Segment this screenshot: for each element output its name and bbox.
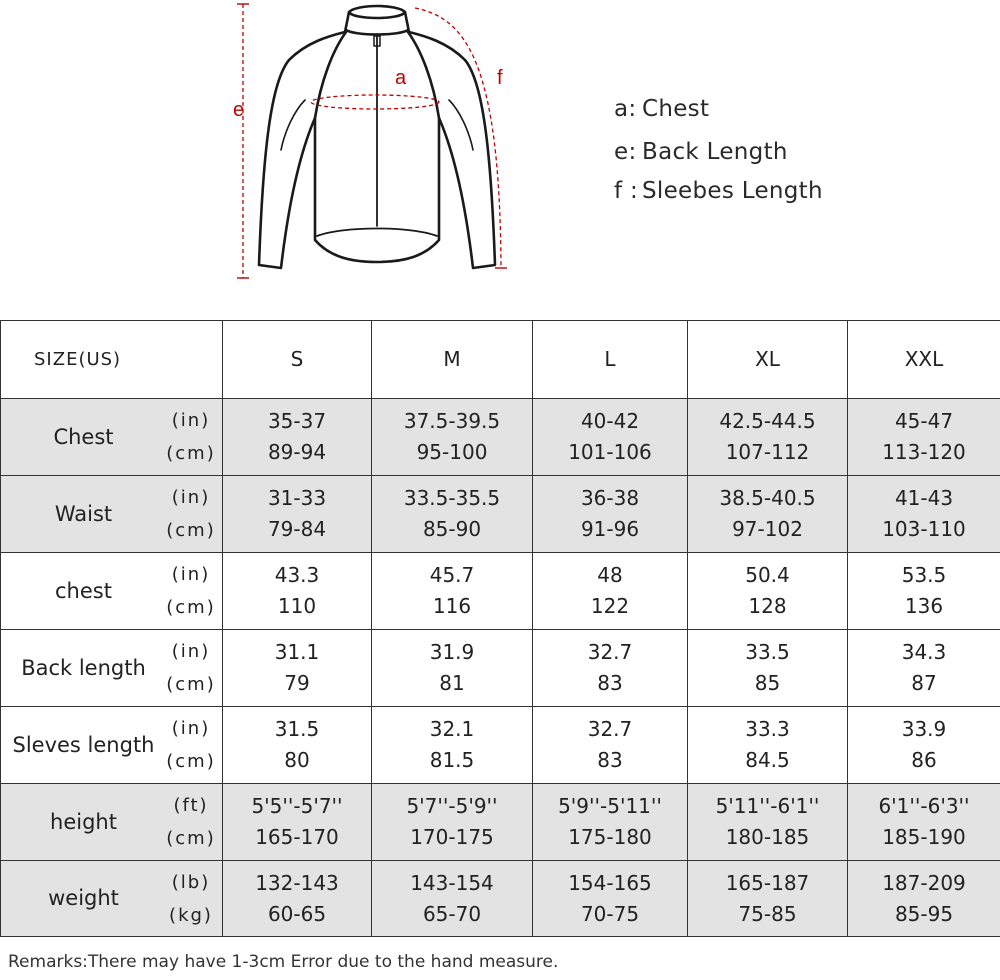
row-label-cell: [1, 476, 223, 553]
value-primary: 32.7: [587, 717, 633, 741]
unit-label: (in): [171, 487, 211, 508]
legend-text: Back Length: [642, 139, 788, 165]
row-label: weight: [48, 886, 119, 910]
value-cell: [848, 784, 1000, 861]
value-secondary: 107-112: [725, 440, 810, 464]
label-f: f: [497, 67, 503, 89]
row-units: [160, 404, 222, 470]
value-primary: 5'9''-5'11'': [558, 794, 662, 818]
table-header-row: [1, 321, 1000, 399]
legend-item-chest: [614, 96, 709, 122]
size-header-xl: XL: [688, 321, 848, 399]
value-primary: 31.5: [274, 717, 320, 741]
value-cell: [533, 784, 688, 861]
value-primary: 50.4: [745, 563, 790, 587]
row-label: chest: [55, 578, 112, 603]
value-cell: [372, 784, 533, 861]
size-header-xxl: XXL: [848, 321, 1000, 399]
size-us-header: SIZE(US): [1, 321, 223, 399]
value-cell: [533, 630, 688, 707]
value-secondary: 122: [590, 594, 630, 618]
row-label: Waist: [54, 501, 113, 526]
value-secondary: 84.5: [745, 748, 790, 772]
value-cell: [372, 861, 533, 937]
value-primary: 6'1''-6'3'': [878, 794, 970, 818]
value-secondary: 85: [754, 671, 781, 695]
value-primary: 5'5''-5'7'': [251, 794, 343, 818]
value-cell: [223, 707, 372, 784]
value-primary: 32.1: [429, 717, 475, 741]
value-cell: [533, 476, 688, 553]
row-label: Chest: [53, 424, 114, 449]
row-label: height: [50, 809, 117, 834]
value-primary: 34.3: [901, 640, 947, 664]
value-primary: 31.1: [274, 640, 320, 664]
value-primary: 154-165: [568, 870, 652, 895]
value-cell: [372, 476, 533, 553]
value-secondary: 101-106: [568, 440, 652, 464]
value-secondary: 86: [911, 748, 937, 772]
value-cell: [223, 476, 372, 553]
value-secondary: 87: [911, 671, 937, 695]
value-primary: 143-154: [410, 870, 494, 895]
value-primary: 36-38: [580, 486, 640, 510]
value-primary: 33.5: [745, 640, 790, 664]
value-secondary: 60-65: [267, 901, 327, 926]
value-secondary: 136: [904, 594, 944, 618]
legend-item-sleeve-length: [614, 178, 823, 204]
legend-text: Sleebes Length: [642, 178, 823, 204]
value-cell: [533, 707, 688, 784]
value-cell: [848, 630, 1000, 707]
chest-guide: [311, 95, 439, 109]
size-header-s: S: [223, 321, 372, 399]
value-primary: 5'7''-5'9'': [406, 794, 498, 818]
value-primary: 32.7: [587, 640, 633, 664]
value-cell: [848, 553, 1000, 630]
value-secondary: 97-102: [732, 517, 803, 541]
value-secondary: 70-75: [580, 901, 640, 926]
value-cell: [372, 399, 533, 476]
value-primary: 5'11''-6'1'': [715, 794, 820, 818]
value-secondary: 116: [432, 594, 472, 618]
label-e: e: [233, 99, 245, 121]
value-primary: 165-187: [725, 870, 810, 895]
value-cell: [688, 399, 848, 476]
value-cell: [688, 861, 848, 937]
jersey-diagram: [225, 0, 525, 285]
unit-label: (cm): [166, 443, 216, 464]
value-cell: [372, 553, 533, 630]
value-primary: 31-33: [267, 486, 327, 510]
row-label-cell: [1, 784, 223, 861]
value-primary: 37.5-39.5: [403, 409, 501, 433]
table-row: [1, 476, 1000, 553]
value-primary: 31.9: [429, 640, 475, 664]
value-primary: 41-43: [894, 486, 954, 510]
value-secondary: 79: [284, 671, 310, 695]
table-row: [1, 399, 1000, 476]
size-header-l: L: [533, 321, 688, 399]
value-secondary: 85-95: [894, 901, 954, 926]
row-units: [160, 866, 222, 932]
legend-key: a:: [614, 96, 637, 122]
value-secondary: 95-100: [416, 440, 488, 464]
value-primary: 40-42: [580, 409, 640, 433]
value-cell: [533, 861, 688, 937]
value-cell: [848, 476, 1000, 553]
unit-label: (in): [171, 564, 211, 585]
table-row: [1, 553, 1000, 630]
value-secondary: 65-70: [422, 901, 482, 926]
value-secondary: 80: [284, 748, 310, 772]
value-primary: 48: [597, 563, 623, 587]
value-cell: [533, 399, 688, 476]
value-cell: [848, 399, 1000, 476]
value-secondary: 128: [748, 594, 787, 618]
value-primary: 53.5: [901, 563, 947, 587]
sleeve-length-guide: [415, 8, 501, 268]
value-secondary: 165-170: [255, 825, 339, 849]
value-secondary: 110: [277, 594, 317, 618]
value-cell: [223, 784, 372, 861]
table-row: [1, 861, 1000, 937]
value-secondary: 83: [597, 671, 623, 695]
legend-item-back-length: [614, 139, 788, 165]
value-primary: 33.9: [901, 717, 947, 741]
value-secondary: 85-90: [422, 517, 482, 541]
value-secondary: 81: [439, 671, 465, 695]
row-label-cell: [1, 399, 223, 476]
value-cell: [223, 399, 372, 476]
value-secondary: 185-190: [882, 825, 966, 849]
unit-label: (in): [171, 718, 211, 739]
collar-line: [349, 12, 405, 18]
value-cell: [688, 707, 848, 784]
table-row: [1, 784, 1000, 861]
value-cell: [688, 784, 848, 861]
value-secondary: 170-175: [410, 825, 494, 849]
value-secondary: 180-185: [725, 825, 810, 849]
unit-label: (cm): [166, 751, 216, 772]
hem-line: [317, 229, 437, 237]
value-primary: 42.5-44.5: [719, 409, 816, 433]
row-units: [160, 558, 222, 624]
value-secondary: 103-110: [882, 517, 966, 541]
unit-label: (kg): [169, 904, 213, 926]
row-units: [160, 789, 222, 855]
row-units: [160, 635, 222, 701]
remarks-text: Remarks:There may have 1-3cm Error due to the hand measure.: [8, 952, 559, 972]
label-a: a: [395, 67, 407, 89]
value-primary: 45-47: [894, 409, 954, 433]
size-chart-table: [0, 320, 1000, 937]
value-cell: [533, 553, 688, 630]
value-primary: 38.5-40.5: [719, 486, 816, 510]
legend-key: e:: [614, 139, 637, 165]
legend-key: f :: [614, 178, 639, 204]
value-primary: 45.7: [429, 563, 475, 587]
value-secondary: 89-94: [267, 440, 327, 464]
unit-label: (ft): [173, 795, 209, 816]
value-secondary: 81.5: [429, 748, 475, 772]
table-row: [1, 630, 1000, 707]
row-label-cell: [1, 630, 223, 707]
value-secondary: 175-180: [568, 825, 652, 849]
left-sleeve-seam: [281, 100, 305, 150]
value-primary: 43.3: [274, 563, 320, 587]
right-raglan-seam: [408, 32, 439, 118]
value-secondary: 91-96: [580, 517, 640, 541]
unit-label: (in): [171, 641, 211, 662]
row-label-cell: [1, 707, 223, 784]
value-secondary: 113-120: [882, 440, 966, 464]
value-cell: [223, 553, 372, 630]
right-sleeve-seam: [449, 100, 473, 150]
value-secondary: 83: [597, 748, 623, 772]
value-primary: 33.3: [745, 717, 790, 741]
value-cell: [688, 630, 848, 707]
value-cell: [688, 553, 848, 630]
size-header-m: M: [372, 321, 533, 399]
unit-label: (cm): [166, 597, 216, 618]
row-label-cell: [1, 861, 223, 937]
value-secondary: 75-85: [738, 901, 797, 926]
value-cell: [223, 861, 372, 937]
value-primary: 33.5-35.5: [403, 486, 501, 510]
unit-label: (cm): [166, 674, 216, 695]
value-cell: [223, 630, 372, 707]
unit-label: (cm): [166, 828, 216, 849]
row-label: Sleves length: [12, 732, 155, 757]
value-primary: 132-143: [255, 870, 339, 895]
unit-label: (in): [171, 410, 211, 431]
value-secondary: 79-84: [267, 517, 327, 541]
value-cell: [372, 707, 533, 784]
row-label: Back length: [21, 655, 146, 680]
value-cell: [848, 861, 1000, 937]
value-primary: 35-37: [267, 409, 327, 433]
row-units: [160, 712, 222, 778]
unit-label: (cm): [166, 520, 216, 541]
legend-text: Chest: [642, 96, 710, 122]
row-label-cell: [1, 553, 223, 630]
value-cell: [372, 630, 533, 707]
table-row: [1, 707, 1000, 784]
value-primary: 187-209: [882, 870, 966, 895]
value-cell: [688, 476, 848, 553]
value-cell: [848, 707, 1000, 784]
unit-label: (lb): [171, 871, 211, 893]
row-units: [160, 481, 222, 547]
